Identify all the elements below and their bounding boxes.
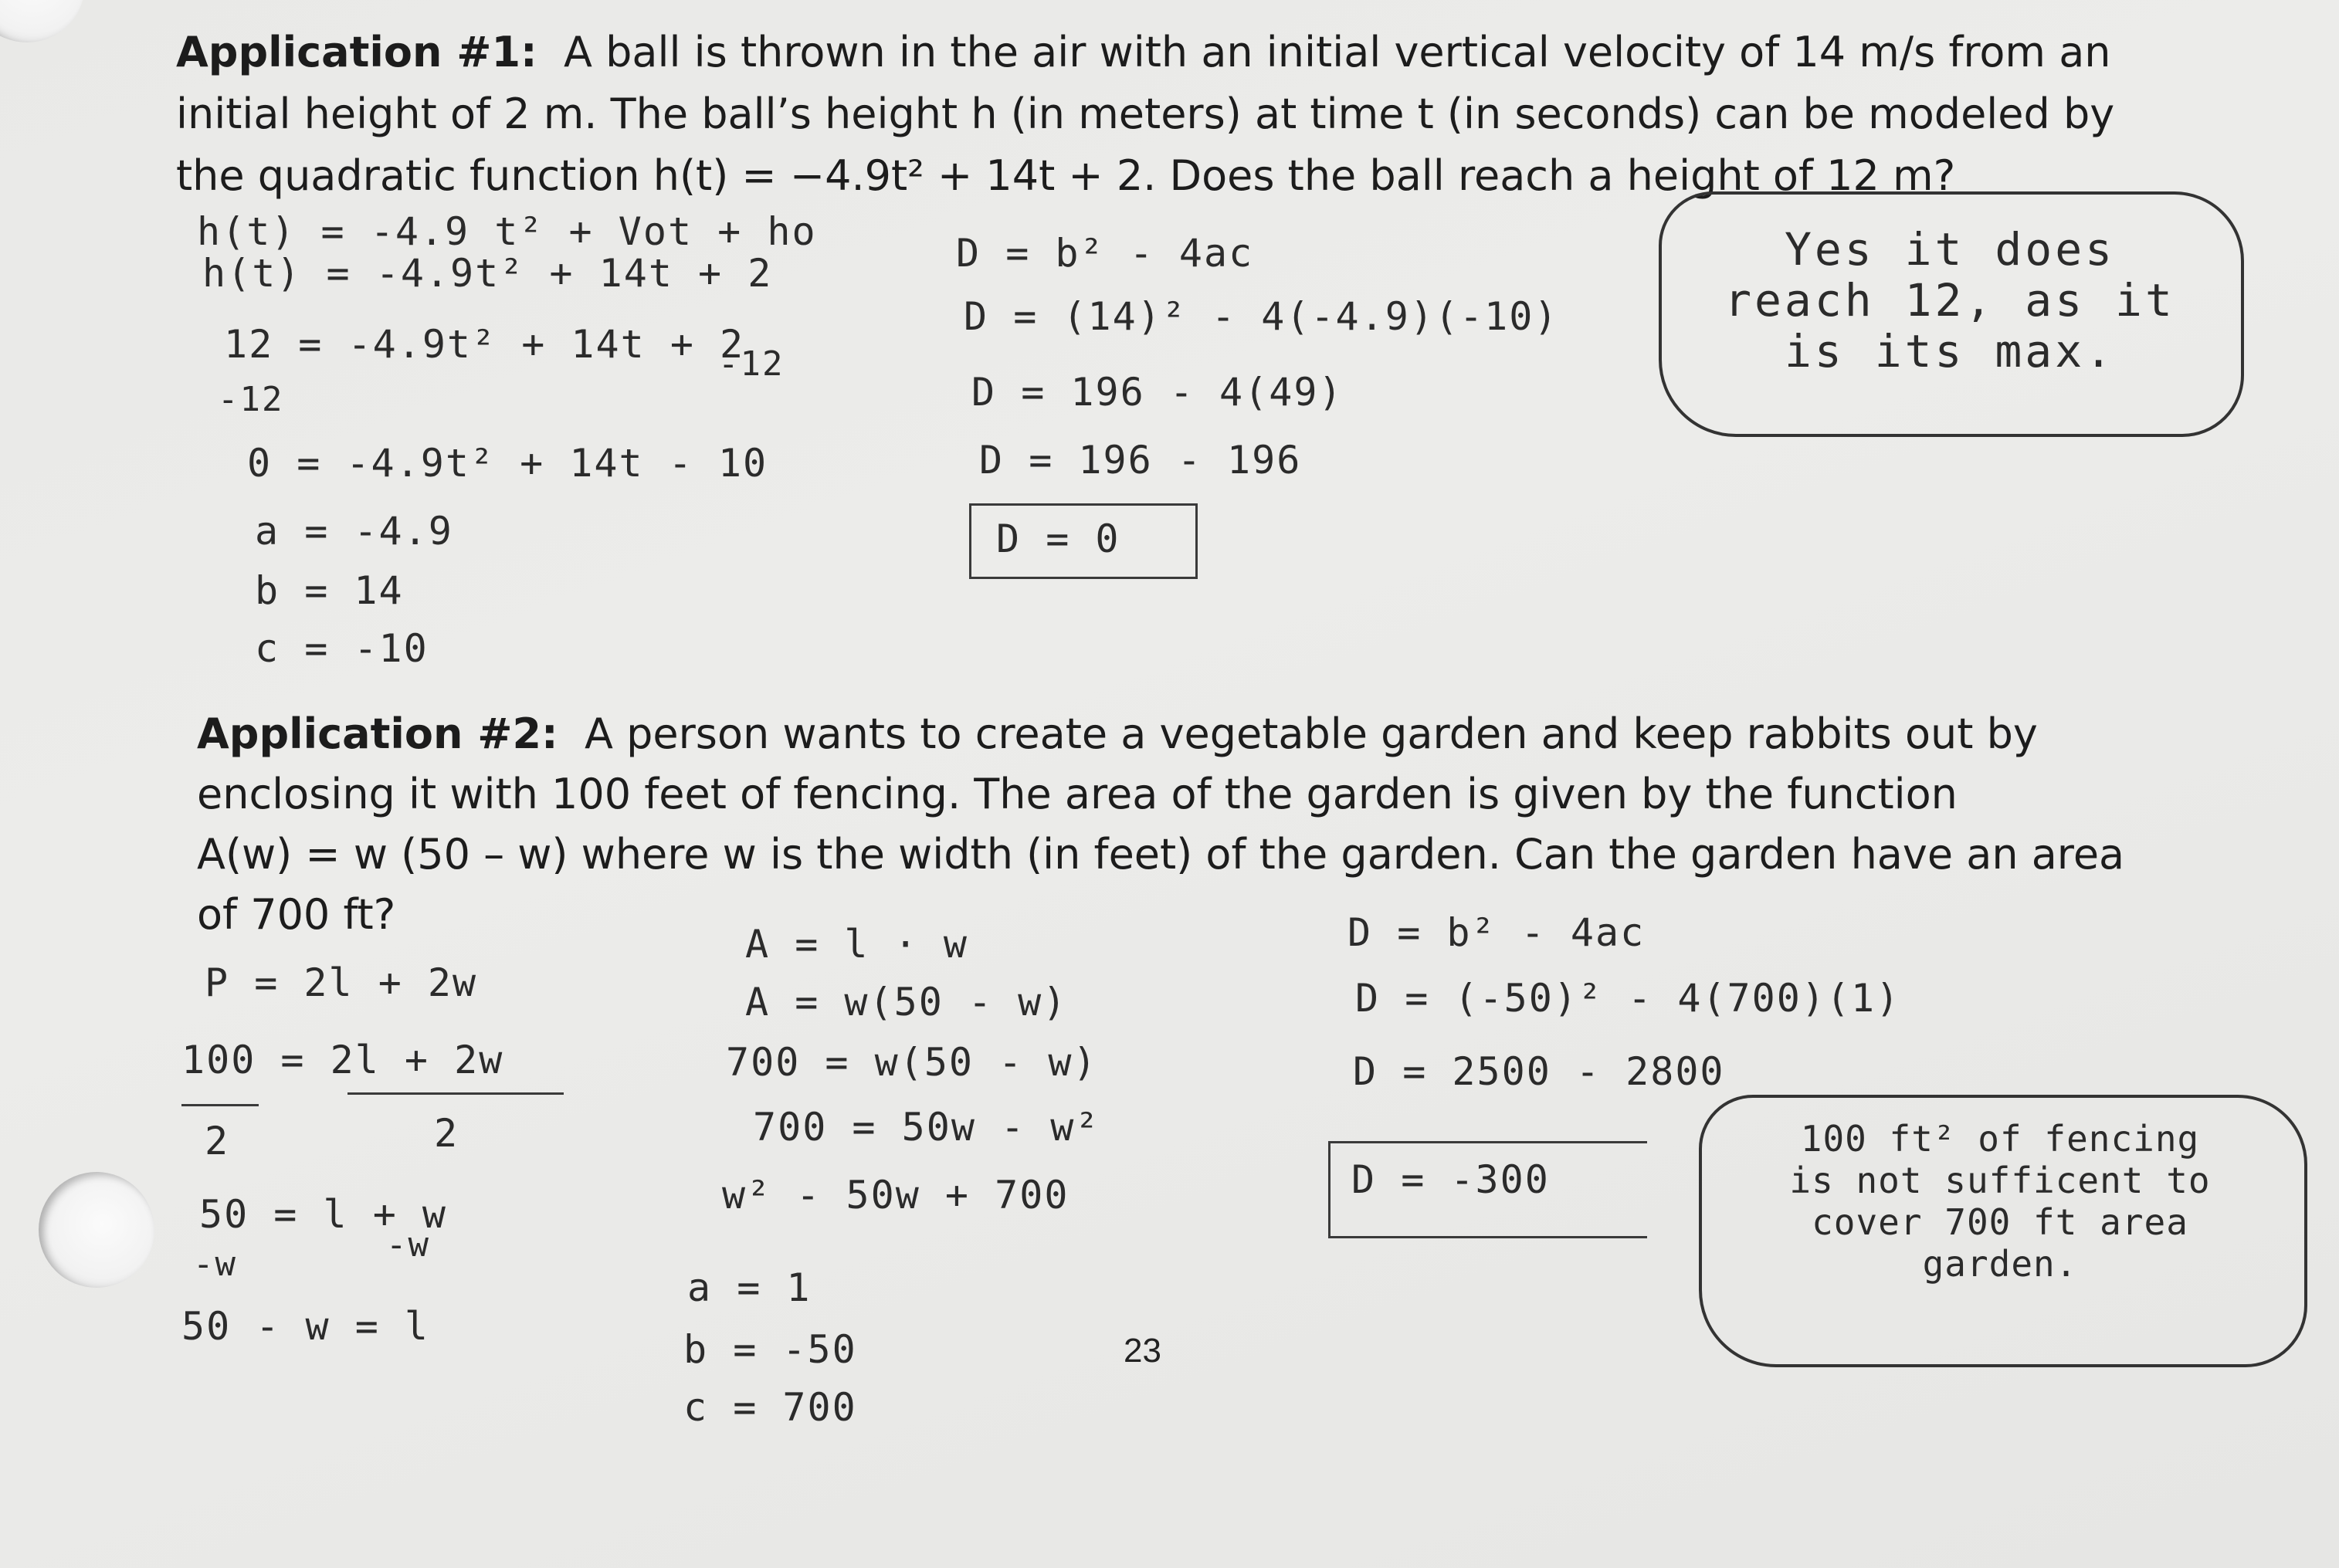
app1-cloud-line2: reach 12, as it (1724, 274, 2175, 327)
app2-area-formula: A = l · w (745, 922, 968, 967)
app2-area-sub: A = w(50 - w) (745, 980, 1068, 1024)
app1-line1: A ball is thrown in the air with an initial vertical velocity of 14 m/s from an (564, 28, 2111, 76)
app2-cloud-line1: 100 ft² of fencing (1800, 1118, 2200, 1160)
app2-area-standard: w² - 50w + 700 (722, 1173, 1069, 1217)
app2-half-perimeter: 50 = l + w (199, 1192, 448, 1237)
binder-hole-top (0, 0, 85, 42)
app1-question (176, 22, 2114, 207)
app1-subtract-left: -12 (218, 380, 284, 419)
app2-coef-a: a = 1 (687, 1265, 812, 1310)
app1-cloud-line1: Yes it does (1784, 223, 2116, 276)
app1-disc-simplify: D = 196 - 4(49) (971, 370, 1344, 415)
app2-disc-sub: D = (-50)² - 4(700)(1) (1355, 976, 1901, 1021)
app2-subtract-w-right: -w (386, 1225, 430, 1265)
app2-title: Application #2: (197, 709, 558, 758)
app2-fraction-bar-left (181, 1104, 259, 1106)
app1-coef-a: a = -4.9 (255, 509, 453, 554)
app1-eq-standard: 0 = -4.9t² + 14t - 10 (247, 441, 768, 486)
app2-disc-result: D = -300 (1351, 1157, 1550, 1202)
app2-perimeter-sub: 100 = 2l + 2w (181, 1038, 504, 1082)
app1-eq-set12: 12 = -4.9t² + 14t + 2 (224, 322, 745, 367)
app1-line3: the quadratic function h(t) = −4.9t² + 14t + 2. Does the ball reach a height of 12 m? (176, 151, 1956, 200)
app2-cloud-text (1707, 1118, 2293, 1285)
app1-cloud-text (1668, 224, 2232, 377)
app1-cloud-line3: is its max. (1784, 325, 2116, 378)
app2-coef-b: b = -50 (683, 1327, 857, 1372)
app1-disc-formula: D = b² - 4ac (956, 231, 1254, 276)
app2-line2: enclosing it with 100 feet of fencing. The area of the garden is given by the function (197, 770, 1958, 818)
page-number: 23 (1124, 1332, 1161, 1370)
app2-area-expand: 700 = 50w - w² (753, 1105, 1100, 1150)
app2-divide-left: 2 (205, 1119, 230, 1163)
app2-divide-right: 2 (434, 1111, 459, 1156)
app2-coef-c: c = 700 (683, 1385, 857, 1430)
app1-coef-b: b = 14 (255, 568, 404, 613)
app1-eq-model: h(t) = -4.9t² + 14t + 2 (202, 251, 773, 296)
app2-question (197, 704, 2124, 945)
app1-title: Application #1: (176, 28, 537, 76)
app1-coef-c: c = -10 (255, 626, 429, 671)
app2-line3: A(w) = w (50 – w) where w is the width (in feet) of the garden. Can the garden have an area (197, 830, 2125, 879)
binder-hole-middle (39, 1172, 154, 1288)
app1-line2: initial height of 2 m. The ball’s height h (in meters) at time t (in seconds) can be modeled by (176, 90, 2115, 138)
app1-disc-sub: D = (14)² - 4(-4.9)(-10) (964, 294, 1559, 339)
app2-length-expr: 50 - w = l (181, 1304, 430, 1349)
app2-disc-formula: D = b² - 4ac (1347, 910, 1646, 955)
app2-area-700: 700 = w(50 - w) (726, 1040, 1098, 1085)
app2-line1: A person wants to create a vegetable garden and keep rabbits out by (585, 709, 2038, 758)
app2-perimeter: P = 2l + 2w (205, 960, 478, 1005)
app2-cloud-line2: is not sufficent to (1789, 1160, 2211, 1201)
app2-line4: of 700 ft? (197, 890, 396, 939)
app2-cloud-line3: cover 700 ft area (1812, 1201, 2188, 1243)
app1-eq-general: h(t) = -4.9 t² + Vot + ho (197, 209, 817, 254)
app1-disc-result: D = 0 (996, 516, 1120, 561)
app1-subtract-right: -12 (718, 344, 785, 384)
app1-disc-subtract: D = 196 - 196 (979, 438, 1302, 483)
app2-disc-simplify: D = 2500 - 2800 (1353, 1049, 1725, 1094)
app2-fraction-bar-right (347, 1092, 564, 1095)
app2-subtract-w-left: -w (193, 1245, 237, 1284)
app2-cloud-line4: garden. (1922, 1243, 2078, 1285)
